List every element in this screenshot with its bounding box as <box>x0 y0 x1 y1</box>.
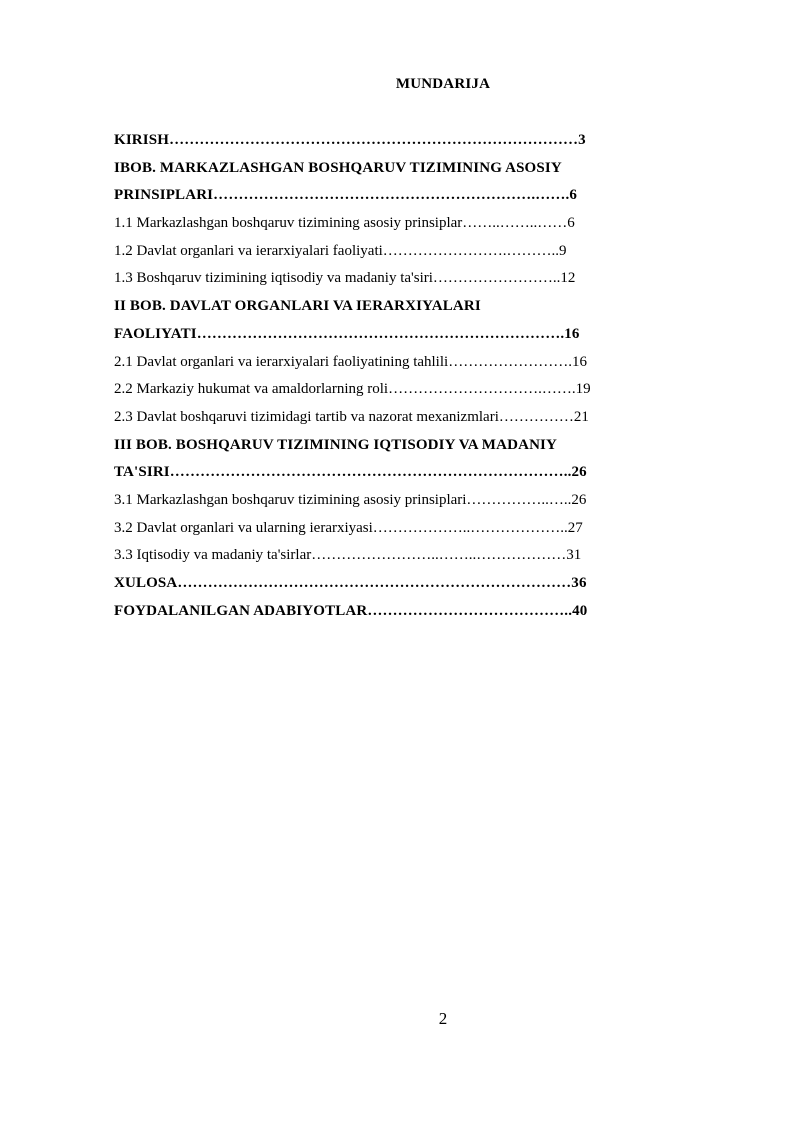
toc-entry-section-3-2: 3.2 Davlat organlari va ularning ierarxiyasi………………..………………..27 <box>114 519 583 536</box>
toc-entry-chapter-2-title-line-2: FAOLIYATI……………………………………………………………….16 <box>114 325 580 342</box>
page-number: 2 <box>438 1009 448 1028</box>
toc-entry-section-1-1: 1.1 Markazlashgan boshqaruv tizimining asosiy prinsiplar……..……..……6 <box>114 215 575 232</box>
toc-entry-section-1-3: 1.3 Boshqaruv tizimining iqtisodiy va madaniy ta'siri……………………..12 <box>114 270 576 287</box>
toc-entry-chapter-2-title-line-1: II BOB. DAVLAT ORGANLARI VA IERARXIYALARI <box>114 298 481 315</box>
toc-entry-kirish: KIRISH………………………………………………………………………3 <box>114 132 586 148</box>
toc-entry-chapter-1-title-line-1: IBOB. MARKAZLASHGAN BOSHQARUV TIZIMINING ASOSIY <box>114 159 562 176</box>
toc-entry-adabiyotlar: FOYDALANILGAN ADABIYOTLAR…………………………………..40 <box>114 602 588 619</box>
toc-entry-chapter-1-title-line-2: PRINSIPLARI……………………………………………………….…….6 <box>114 187 578 204</box>
toc-entry-section-3-1: 3.1 Markazlashgan boshqaruv tizimining asosiy prinsiplari……………..…..26 <box>114 491 587 508</box>
toc-entry-chapter-3-title-line-2: TA'SIRI……………………………………………………………………..26 <box>114 464 587 481</box>
toc-entry-section-1-2: 1.2 Davlat organlari va ierarxiyalari faoliyati…………………….………..9 <box>114 242 567 259</box>
toc-entry-section-2-1: 2.1 Davlat organlari va ierarxiyalari faoliyatining tahlili…………………….16 <box>114 353 587 370</box>
toc-entry-section-3-3: 3.3 Iqtisodiy va madaniy ta'sirlar……………………..……..………………31 <box>114 547 582 564</box>
table-of-contents <box>114 127 634 625</box>
toc-entry-section-2-3: 2.3 Davlat boshqaruvi tizimidagi tartib va nazorat mexanizmlari……………21 <box>114 408 589 425</box>
toc-entry-xulosa: XULOSA……………………………………………………………………36 <box>114 575 587 591</box>
toc-entry-chapter-3-title-line-1: III BOB. BOSHQARUV TIZIMINING IQTISODIY VA MADANIY <box>114 436 558 453</box>
toc-entry-section-2-2: 2.2 Markaziy hukumat va amaldorlarning roli………………………….…….19 <box>114 381 591 398</box>
page-title: MUNDARIJA <box>395 76 491 92</box>
